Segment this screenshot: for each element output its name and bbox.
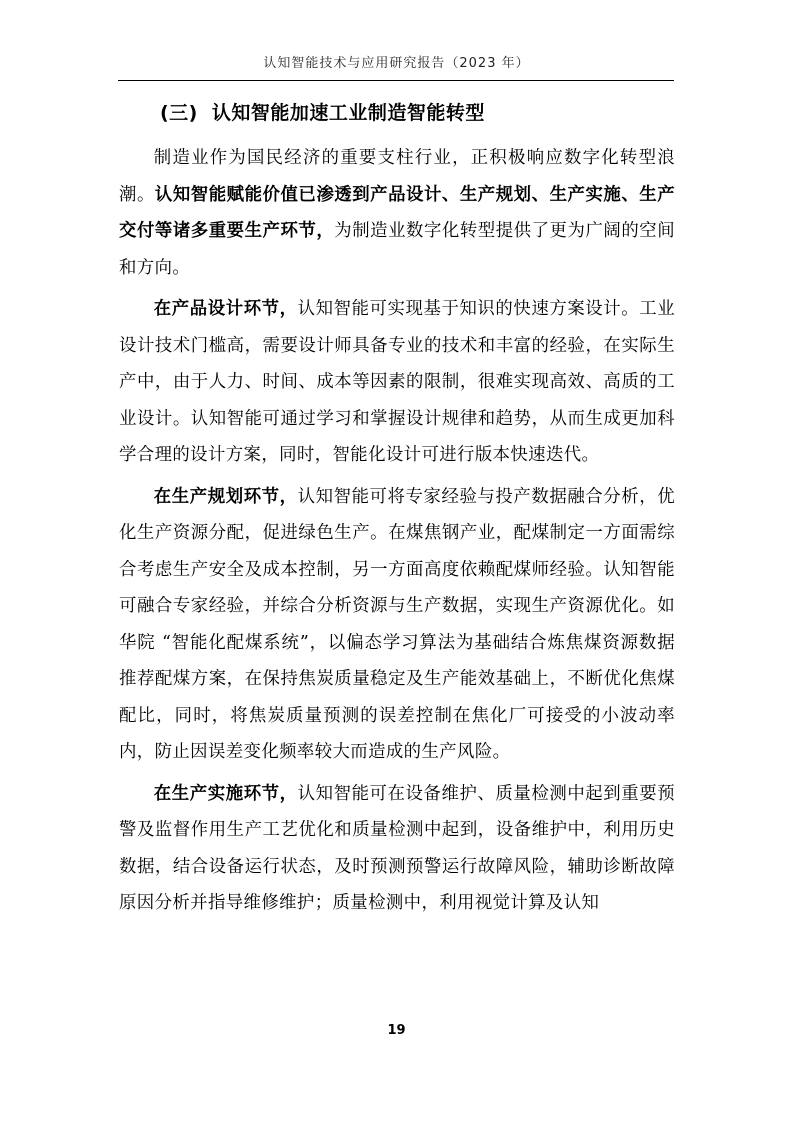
paragraph-lead: 在生产规划环节， (153, 486, 298, 507)
paragraph-tail: 为制造业数字化转型提供了更为广阔的空间和方向。 (119, 221, 675, 278)
paragraph-emphasis: 认知智能赋能价值已渗透到产品设计、生产规划、生产实施、生产交付等诸多重要生产环节， (119, 184, 675, 241)
paragraph-text: 认知智能可在设备维护、质量检测中起到重要预警及监督作用生产工艺优化和质量检测中起到，设备维护中，利用历史数据，结合设备运行状态，及时预测预警运行故障风险，辅助诊断故障原因分析并指导维修维护；质量检测中，利用视觉计算及认知 (119, 783, 676, 913)
paragraph-production-planning (119, 479, 675, 771)
paragraph-production-implementation (119, 776, 675, 922)
section-number: (三) (160, 102, 198, 124)
paragraph-text: 认知智能可实现基于知识的快速方案设计。工业设计技术门槛高，需要设计师具备专业的技术和丰富的经验，在实际生产中，由于人力、时间、成本等因素的限制，很难实现高效、高质的工业设计。认知智能可通过学习和掌握设计规律和趋势，从而生成更加科学合理的设计方案，同时，智能化设计可进行版本快速迭代。 (119, 299, 676, 465)
paragraph-lead: 在生产实施环节， (153, 783, 298, 804)
paragraph-text: 制造业作为国民经济的重要支柱行业，正积极响应数字化转型浪潮。 (119, 148, 675, 205)
section-heading (160, 98, 485, 125)
section-title: 认知智能加速工业制造智能转型 (211, 102, 485, 124)
running-header: 认知智能技术与应用研究报告（2023 年） (263, 56, 530, 71)
header-rule (118, 80, 674, 81)
paragraph-text: 认知智能可将专家经验与投产数据融合分析，优化生产资源分配，促进绿色生产。在煤焦钢产业，配煤制定一方面需综合考虑生产安全及成本控制，另一方面高度依赖配煤师经验。认知智能可融合专家经验，并综合分析资源与生产数据，实现生产资源优化。如华院 “智能化配煤系统”，以偏态学习算法为基础结合炼焦煤资源数据推荐配煤方案，在保持焦炭质量稳定及生产能效基础上，不断优化焦煤配比，同时，将焦炭质量预测的误差控制在焦化厂可接受的小波动率内，防止因误差变化频率较大而造成的生产风险。 (119, 486, 676, 762)
page-number: 19 (387, 1023, 406, 1038)
paragraph-product-design (119, 291, 675, 474)
paragraph-intro (119, 140, 675, 286)
paragraph-lead: 在产品设计环节， (153, 299, 298, 319)
body-text (119, 140, 675, 927)
